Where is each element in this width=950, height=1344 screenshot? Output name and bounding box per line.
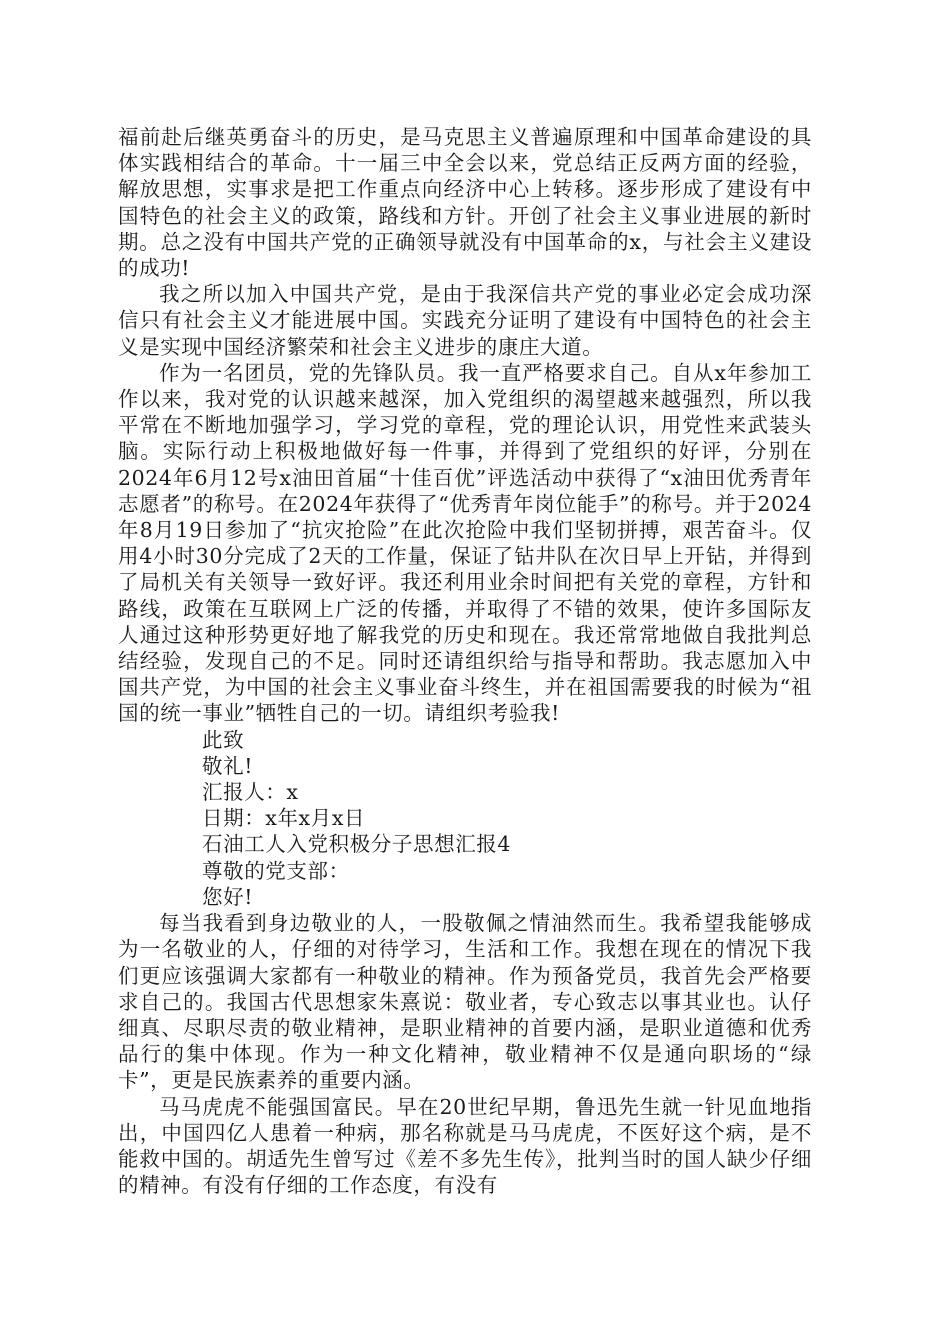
greeting-hello: 您好! [202, 884, 254, 909]
paragraph-dedication: 每当我看到身边敬业的人，一股敬佩之情油然而生。我希望我能够成为一名敬业的人，仔细的对待学习，生活和工作。我想在现在的情况下我们更应该强调大家都有一种敬业的精神。作为预备党员，我首先会严格要求自己的。我国古代思想家朱熹说：敬业者，专心致志以事其业也。认仔细真、尽职尽责的敬业精神，是职业精神的首要内涵，是职业道德和优秀品行的集中体现。作为一种文化精神，敬业精神不仅是通向职场的“绿卡”，更是民族素养的重要内涵。 [118, 911, 812, 1093]
paragraph-carelessness: 马马虎虎不能强国富民。早在20世纪早期，鲁迅先生就一针见血地指出，中国四亿人患着一种病，那名称就是马马虎虎，不医好这个病，是不能救中国的。胡适先生曾写过《差不多先生传》，批判当时的国人缺少仔细的精神。有没有仔细的工作态度，有没有 [118, 1094, 812, 1198]
closing-regards: 敬礼! [202, 753, 254, 778]
reporter-line: 汇报人：x [202, 780, 299, 805]
greeting-recipient: 尊敬的党支部： [202, 858, 350, 883]
paragraph-history: 福前赴后继英勇奋斗的历史，是马克思主义普遍原理和中国革命建设的具体实践相结合的革命。十一届三中全会以来，党总结正反两方面的经验，解放思想，实事求是把工作重点向经济中心上转移。逐步形成了建设有中国特色的社会主义的政策，路线和方针。开创了社会主义事业进展的新时期。总之没有中国共产党的正确领导就没有中国革命的x，与社会主义建设的成功! [118, 125, 812, 281]
paragraph-reason: 我之所以加入中国共产党，是由于我深信共产党的事业必定会成功深信只有社会主义才能进展中国。实践充分证明了建设有中国特色的社会主义是实现中国经济繁荣和社会主义进步的康庄大道。 [118, 282, 812, 359]
date-line: 日期：x年x月x日 [202, 806, 366, 831]
document-page [118, 124, 812, 1198]
section-title: 石油工人入党积极分子思想汇报4 [202, 832, 512, 857]
paragraph-achievements: 作为一名团员，党的先锋队员。我一直严格要求自己。自从x年参加工作以来，我对党的认识越来越深，加入党组织的渴望越来越强烈，所以我平常在不断地加强学习，学习党的章程，党的理论认识，用党性来武装头脑。实际行动上积极地做好每一件事，并得到了党组织的好评，分别在2024年6月12号x油田首届“十佳百优”评选活动中获得了“x油田优秀青年志愿者”的称号。在2024年获得了“优秀青年岗位能手”的称号。并于2024年8月19日参加了“抗灾抢险”在此次抢险中我们坚韧拼搏，艰苦奋斗。仅用4小时30分完成了2天的工作量，保证了钻井队在次日早上开钻，并得到了局机关有关领导一致好评。我还利用业余时间把有关党的章程，方针和路线，政策在互联网上广泛的传播，并取得了不错的效果，使许多国际友人通过这种形势更好地了解我党的历史和现在。我还常常地做自我批判总结经验，发现自己的不足。同时还请组织给与指导和帮助。我志愿加入中国共产党，为中国的社会主义事业奋斗终生，并在祖国需要我的时候为“祖国的统一事业”牺牲自己的一切。请组织考验我! [118, 360, 812, 726]
closing-salutation: 此致 [202, 727, 245, 752]
